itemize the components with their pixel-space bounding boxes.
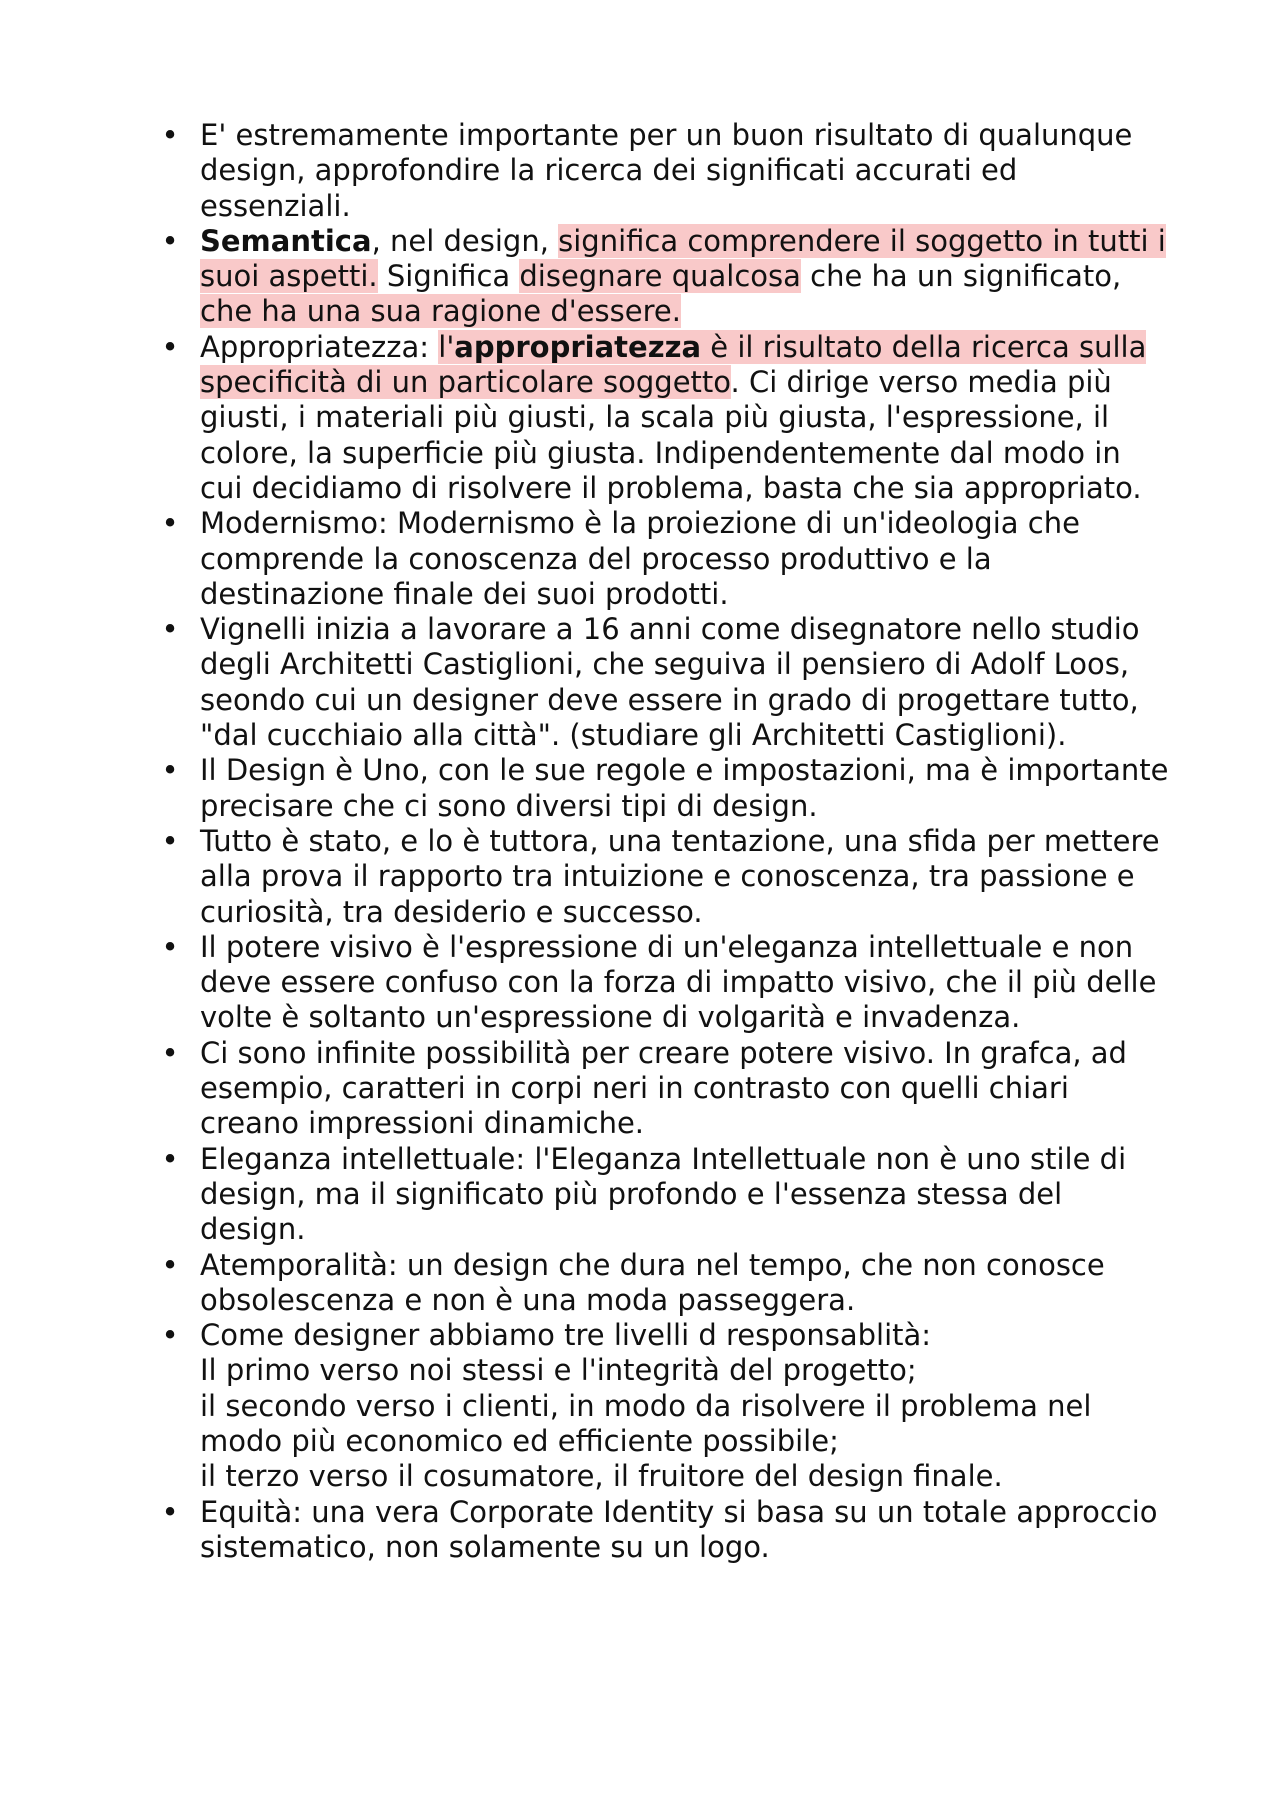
list-item xyxy=(160,612,1170,753)
highlighted-text: significa comprendere il soggetto in tutti i suoi aspetti. xyxy=(200,223,1166,294)
list-item xyxy=(160,930,1170,1036)
item-text: E' estremamente importante per un buon risultato di qualunque design, approfondire la ricerca dei significati accurati ed essenziali. xyxy=(200,118,1133,223)
bullet-icon: • xyxy=(161,753,179,788)
bullet-icon: • xyxy=(161,118,179,152)
bullet-list xyxy=(160,118,1170,1565)
item-text: Ci sono infinite possibilità per creare potere visivo. In grafca, ad esempio, caratteri in corpi neri in contrasto con quelli chiari creano impressioni dinamiche. xyxy=(200,1035,1127,1141)
list-item xyxy=(160,330,1170,506)
bullet-icon: • xyxy=(161,506,179,541)
item-line: il terzo verso il cosumatore, il fruitore del design finale. xyxy=(200,1459,1003,1494)
list-item xyxy=(160,1248,1170,1319)
bold-term: appropriatezza xyxy=(454,329,702,364)
item-text: Vignelli inizia a lavorare a 16 anni come disegnatore nello studio degli Architetti Castiglioni, che seguiva il pensiero di Adolf Loos, seondo cui un designer deve essere in grado di progettare tutto, "dal cucchiaio alla città". (studiare gli Architetti Castiglioni). xyxy=(200,612,1140,753)
item-text: Atemporalità: un design che dura nel tempo, che non conosce obsolescenza e non è una moda passeggera. xyxy=(200,1247,1105,1317)
bullet-icon: • xyxy=(161,612,179,647)
item-text: Equità: una vera Corporate Identity si basa su un totale approccio sistematico, non solamente su un logo. xyxy=(200,1494,1158,1564)
item-text: che ha un significato, xyxy=(800,259,1122,294)
highlighted-text: disegnare qualcosa xyxy=(519,259,801,294)
list-item xyxy=(160,1318,1170,1494)
bullet-icon: • xyxy=(161,823,179,858)
highlighted-text: l' xyxy=(438,329,455,364)
bullet-icon: • xyxy=(161,1247,179,1282)
list-item xyxy=(160,1142,1170,1248)
item-text: Il Design è Uno, con le sue regole e impostazioni, ma è importante precisare che ci sono diversi tipi di design. xyxy=(200,753,1169,823)
list-item xyxy=(160,753,1170,824)
item-text: Eleganza intellettuale: l'Eleganza Intellettuale non è uno stile di design, ma il significato più profondo e l'essenza stessa del design. xyxy=(200,1141,1127,1247)
list-item xyxy=(160,824,1170,930)
item-line: Il primo verso noi stessi e l'integrità del progetto; xyxy=(200,1353,917,1388)
bullet-icon: • xyxy=(161,1035,179,1070)
item-line: il secondo verso i clienti, in modo da risolvere il problema nel modo più economico ed efficiente possibile; xyxy=(200,1388,1092,1458)
item-line: Come designer abbiamo tre livelli d responsablità: xyxy=(200,1318,932,1353)
item-text: , nel design, xyxy=(371,223,559,258)
item-text: Tutto è stato, e lo è tuttora, una tentazione, una sfida per mettere alla prova il rapporto tra intuizione e conoscenza, tra passione e curiosità, tra desiderio e successo. xyxy=(200,823,1160,929)
bullet-icon: • xyxy=(161,1318,179,1353)
item-text: Modernismo: Modernismo è la proiezione di un'ideologia che comprende la conoscenza del processo produttivo e la destinazione finale dei suoi prodotti. xyxy=(200,506,1080,611)
bullet-icon: • xyxy=(161,329,179,364)
item-text: . Ci dirige verso media più giusti, i materiali più giusti, la scala più giusta, l'espressione, il colore, la superficie più giusta. Indipendentemente dal modo in cui decidiamo di risolvere il problema, basta che sia appropriato. xyxy=(200,365,1142,505)
item-text: Il potere visivo è l'espressione di un'eleganza intellettuale e non deve essere confuso con la forza di impatto visivo, che il più delle volte è soltanto un'espressione di volgarità e invadenza. xyxy=(200,929,1157,1035)
list-item xyxy=(160,118,1170,224)
bold-term: Semantica xyxy=(200,223,372,258)
list-item xyxy=(160,1495,1170,1566)
highlighted-text: è il risultato della ricerca sulla specificità di un particolare soggetto xyxy=(200,329,1147,400)
bullet-icon: • xyxy=(161,223,179,258)
bullet-icon: • xyxy=(161,929,179,964)
highlighted-text: che ha una sua ragione d'essere. xyxy=(200,294,681,329)
list-item xyxy=(160,224,1170,330)
bullet-icon: • xyxy=(161,1494,179,1529)
bullet-icon: • xyxy=(161,1141,179,1176)
list-item xyxy=(160,1036,1170,1142)
item-text: Significa xyxy=(377,259,520,294)
item-text: Appropriatezza: xyxy=(200,329,439,364)
list-item xyxy=(160,506,1170,612)
